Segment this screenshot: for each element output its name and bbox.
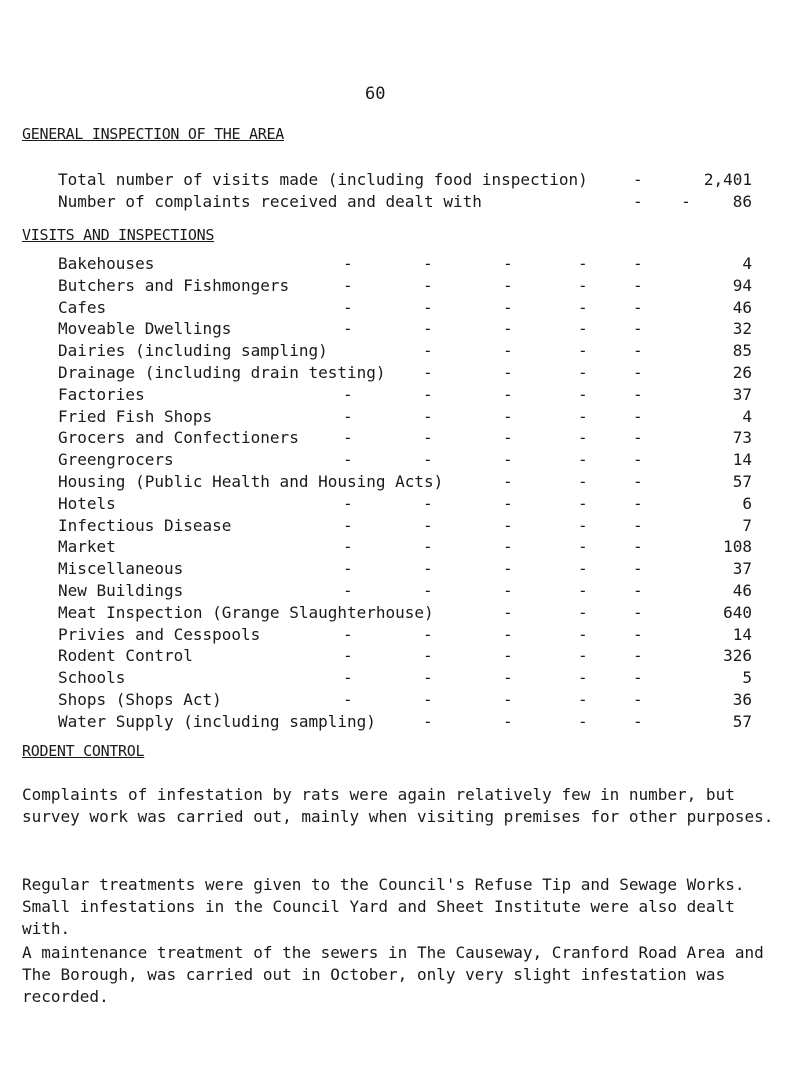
dash-leader: - <box>633 624 643 644</box>
dash-leader: - <box>343 450 353 470</box>
dash-leader: - <box>423 646 433 666</box>
dash-leader: - <box>633 428 643 448</box>
inspections-table <box>58 254 752 734</box>
dash-leader: - <box>633 471 643 491</box>
dash-leader: - <box>633 275 643 295</box>
dash-leader: - <box>578 471 588 491</box>
inspection-count: 36 <box>732 689 752 709</box>
dash-leader: - <box>343 406 353 426</box>
dash-leader: - <box>503 406 513 426</box>
inspection-label: Drainage (including drain testing) <box>58 362 386 382</box>
inspection-row <box>58 385 752 407</box>
inspection-label: Rodent Control <box>58 646 193 666</box>
inspection-row <box>58 276 752 298</box>
dash-leader: - <box>423 428 433 448</box>
dash-leader: - <box>423 254 433 273</box>
dash-leader: - <box>423 341 433 361</box>
dash-leader: - <box>633 515 643 535</box>
dash-leader: - <box>503 341 513 361</box>
inspection-label: Infectious Disease <box>58 515 232 535</box>
dash-leader: - <box>633 170 643 189</box>
dash-leader: - <box>633 711 643 731</box>
summary-row <box>58 192 752 214</box>
dash-leader: - <box>423 668 433 688</box>
inspection-row <box>58 559 752 581</box>
dash-leader: - <box>578 624 588 644</box>
inspection-row <box>58 428 752 450</box>
dash-leader: - <box>343 428 353 448</box>
paragraph-complaints: Complaints of infestation by rats were again relatively few in number, but survey work was carried out, mainly when visiting premises for other purposes. <box>22 785 774 826</box>
inspection-count: 57 <box>732 471 752 491</box>
inspection-label: Butchers and Fishmongers <box>58 275 290 295</box>
dash-leader: - <box>423 297 433 317</box>
dash-leader: - <box>633 602 643 622</box>
dash-leader: - <box>343 384 353 404</box>
dash-leader: - <box>503 384 513 404</box>
inspection-label: Miscellaneous <box>58 559 184 579</box>
dash-leader: - <box>423 384 433 404</box>
inspection-label: Housing (Public Health and Housing Acts) <box>58 471 444 491</box>
inspection-count: 26 <box>732 362 752 382</box>
dash-leader: - <box>578 602 588 622</box>
dash-leader: - <box>503 362 513 382</box>
dash-leader: - <box>578 319 588 339</box>
inspection-row <box>58 516 752 538</box>
dash-leader: - <box>578 275 588 295</box>
dash-leader: - <box>633 341 643 361</box>
dash-leader: - <box>503 689 513 709</box>
dash-leader: - <box>503 646 513 666</box>
inspection-label: Greengrocers <box>58 450 174 470</box>
dash-leader: - <box>578 428 588 448</box>
inspection-row <box>58 668 752 690</box>
dash-leader: - <box>633 689 643 709</box>
inspection-label: Moveable Dwellings <box>58 319 232 339</box>
inspection-row <box>58 254 752 276</box>
inspection-row <box>58 450 752 472</box>
summary-label: Total number of visits made (including food inspection) <box>58 170 588 189</box>
dash-leader: - <box>633 580 643 600</box>
inspection-label: Water Supply (including sampling) <box>58 711 376 731</box>
dash-leader: - <box>578 254 588 273</box>
inspection-label: New Buildings <box>58 580 184 600</box>
dash-leader: - <box>578 580 588 600</box>
dash-leader: - <box>503 624 513 644</box>
dash-leader: - <box>633 254 643 273</box>
dash-leader: - <box>503 493 513 513</box>
inspection-row <box>58 472 752 494</box>
inspection-row <box>58 407 752 429</box>
dash-leader: - <box>633 668 643 688</box>
dash-leader: - <box>633 384 643 404</box>
inspection-row <box>58 341 752 363</box>
dash-leader: - <box>578 689 588 709</box>
inspection-count: 4 <box>742 406 752 426</box>
dash-leader: - <box>503 668 513 688</box>
dash-leader: - <box>578 537 588 557</box>
dash-leader: - <box>503 428 513 448</box>
inspection-count: 94 <box>732 275 752 295</box>
inspection-row <box>58 537 752 559</box>
dash-leader: - <box>503 602 513 622</box>
inspection-count: 7 <box>742 515 752 535</box>
dash-leader: - <box>633 646 643 666</box>
dash-leader: - <box>633 537 643 557</box>
inspection-count: 640 <box>723 602 752 622</box>
summary-row <box>58 170 752 192</box>
dash-leader: - <box>423 580 433 600</box>
dash-leader: - <box>343 515 353 535</box>
dash-leader: - <box>343 275 353 295</box>
dash-leader: - <box>343 559 353 579</box>
dash-leader: - <box>343 254 353 273</box>
dash-leader: - <box>503 471 513 491</box>
inspection-count: 73 <box>732 428 752 448</box>
inspection-count: 32 <box>732 319 752 339</box>
inspection-label: Privies and Cesspools <box>58 624 261 644</box>
dash-leader: - <box>578 297 588 317</box>
inspection-row <box>58 319 752 341</box>
dash-leader: - <box>578 668 588 688</box>
inspection-count: 57 <box>732 711 752 731</box>
dash-leader: - <box>578 515 588 535</box>
inspection-count: 5 <box>742 668 752 688</box>
inspection-label: Shops (Shops Act) <box>58 689 222 709</box>
dash-leader: - <box>578 493 588 513</box>
visits-inspections-heading: VISITS AND INSPECTIONS <box>22 226 215 244</box>
inspection-count: 85 <box>732 341 752 361</box>
dash-leader: - <box>423 537 433 557</box>
dash-leader: - <box>578 450 588 470</box>
inspection-count: 14 <box>732 624 752 644</box>
general-inspection-heading: GENERAL INSPECTION OF THE AREA <box>22 125 284 143</box>
dash-leader: - <box>578 384 588 404</box>
inspection-label: Dairies (including sampling) <box>58 341 328 361</box>
dash-leader: - <box>633 406 643 426</box>
inspection-label: Hotels <box>58 493 116 513</box>
dash-leader: - <box>423 362 433 382</box>
dash-leader: - <box>423 711 433 731</box>
summary-label: Number of complaints received and dealt with <box>58 192 482 211</box>
dash-leader: - <box>633 362 643 382</box>
dash-leader: - <box>578 559 588 579</box>
inspection-row <box>58 712 752 734</box>
dash-leader: - <box>503 559 513 579</box>
inspection-count: 4 <box>742 254 752 273</box>
dash-leader: - <box>423 319 433 339</box>
dash-leader: - <box>578 406 588 426</box>
inspection-row <box>58 494 752 516</box>
inspection-label: Factories <box>58 384 145 404</box>
dash-leader: - <box>423 493 433 513</box>
inspection-label: Cafes <box>58 297 107 317</box>
dash-leader: - <box>423 450 433 470</box>
dash-leader: - <box>503 515 513 535</box>
dash-leader: - <box>343 297 353 317</box>
dash-leader: - <box>343 668 353 688</box>
dash-leader: - <box>633 493 643 513</box>
inspection-row <box>58 298 752 320</box>
dash-leader: - <box>633 297 643 317</box>
dash-leader: - <box>503 275 513 295</box>
inspection-count: 108 <box>723 537 752 557</box>
dash-leader: - <box>503 580 513 600</box>
inspection-count: 37 <box>732 384 752 404</box>
inspection-row <box>58 581 752 603</box>
dash-leader: - <box>503 297 513 317</box>
dash-leader: - <box>423 406 433 426</box>
inspection-label: Meat Inspection (Grange Slaughterhouse) <box>58 602 434 622</box>
inspection-row <box>58 603 752 625</box>
inspection-count: 46 <box>732 580 752 600</box>
dash-leader: - <box>343 624 353 644</box>
inspection-count: 14 <box>732 450 752 470</box>
dash-leader: - <box>423 624 433 644</box>
dash-leader: - <box>633 319 643 339</box>
dash-leader: - <box>578 341 588 361</box>
inspection-row <box>58 363 752 385</box>
dash-leader: - <box>578 711 588 731</box>
inspection-label: Grocers and Confectioners <box>58 428 299 448</box>
dash-leader: - - <box>633 192 691 211</box>
summary-value: 86 <box>732 192 752 211</box>
inspection-count: 46 <box>732 297 752 317</box>
page-number: 60 <box>365 84 386 104</box>
paragraph-maintenance: A maintenance treatment of the sewers in The Causeway, Cranford Road Area and The Borough, was carried out in October, only very slight infestation was recorded. <box>22 943 764 1006</box>
dash-leader: - <box>633 450 643 470</box>
inspection-label: Schools <box>58 668 126 688</box>
dash-leader: - <box>633 559 643 579</box>
dash-leader: - <box>503 711 513 731</box>
dash-leader: - <box>503 450 513 470</box>
inspection-label: Market <box>58 537 116 557</box>
inspection-label: Bakehouses <box>58 254 155 273</box>
dash-leader: - <box>578 646 588 666</box>
dash-leader: - <box>423 275 433 295</box>
inspection-count: 326 <box>723 646 752 666</box>
inspection-label: Fried Fish Shops <box>58 406 213 426</box>
dash-leader: - <box>503 537 513 557</box>
dash-leader: - <box>423 515 433 535</box>
dash-leader: - <box>503 319 513 339</box>
inspection-row <box>58 625 752 647</box>
dash-leader: - <box>503 254 513 273</box>
dash-leader: - <box>343 319 353 339</box>
dash-leader: - <box>343 537 353 557</box>
dash-leader: - <box>343 493 353 513</box>
inspection-count: 6 <box>742 493 752 513</box>
dash-leader: - <box>343 689 353 709</box>
rodent-control-heading: RODENT CONTROL <box>22 742 145 760</box>
summary-value: 2,401 <box>703 170 752 189</box>
inspection-count: 37 <box>732 559 752 579</box>
dash-leader: - <box>343 580 353 600</box>
inspection-row <box>58 646 752 668</box>
dash-leader: - <box>423 559 433 579</box>
dash-leader: - <box>578 362 588 382</box>
dash-leader: - <box>423 689 433 709</box>
inspection-row <box>58 690 752 712</box>
dash-leader: - <box>343 646 353 666</box>
paragraph-treatments: Regular treatments were given to the Council's Refuse Tip and Sewage Works. Small infestations in the Council Yard and Sheet Institute were also dealt with. <box>22 875 745 938</box>
